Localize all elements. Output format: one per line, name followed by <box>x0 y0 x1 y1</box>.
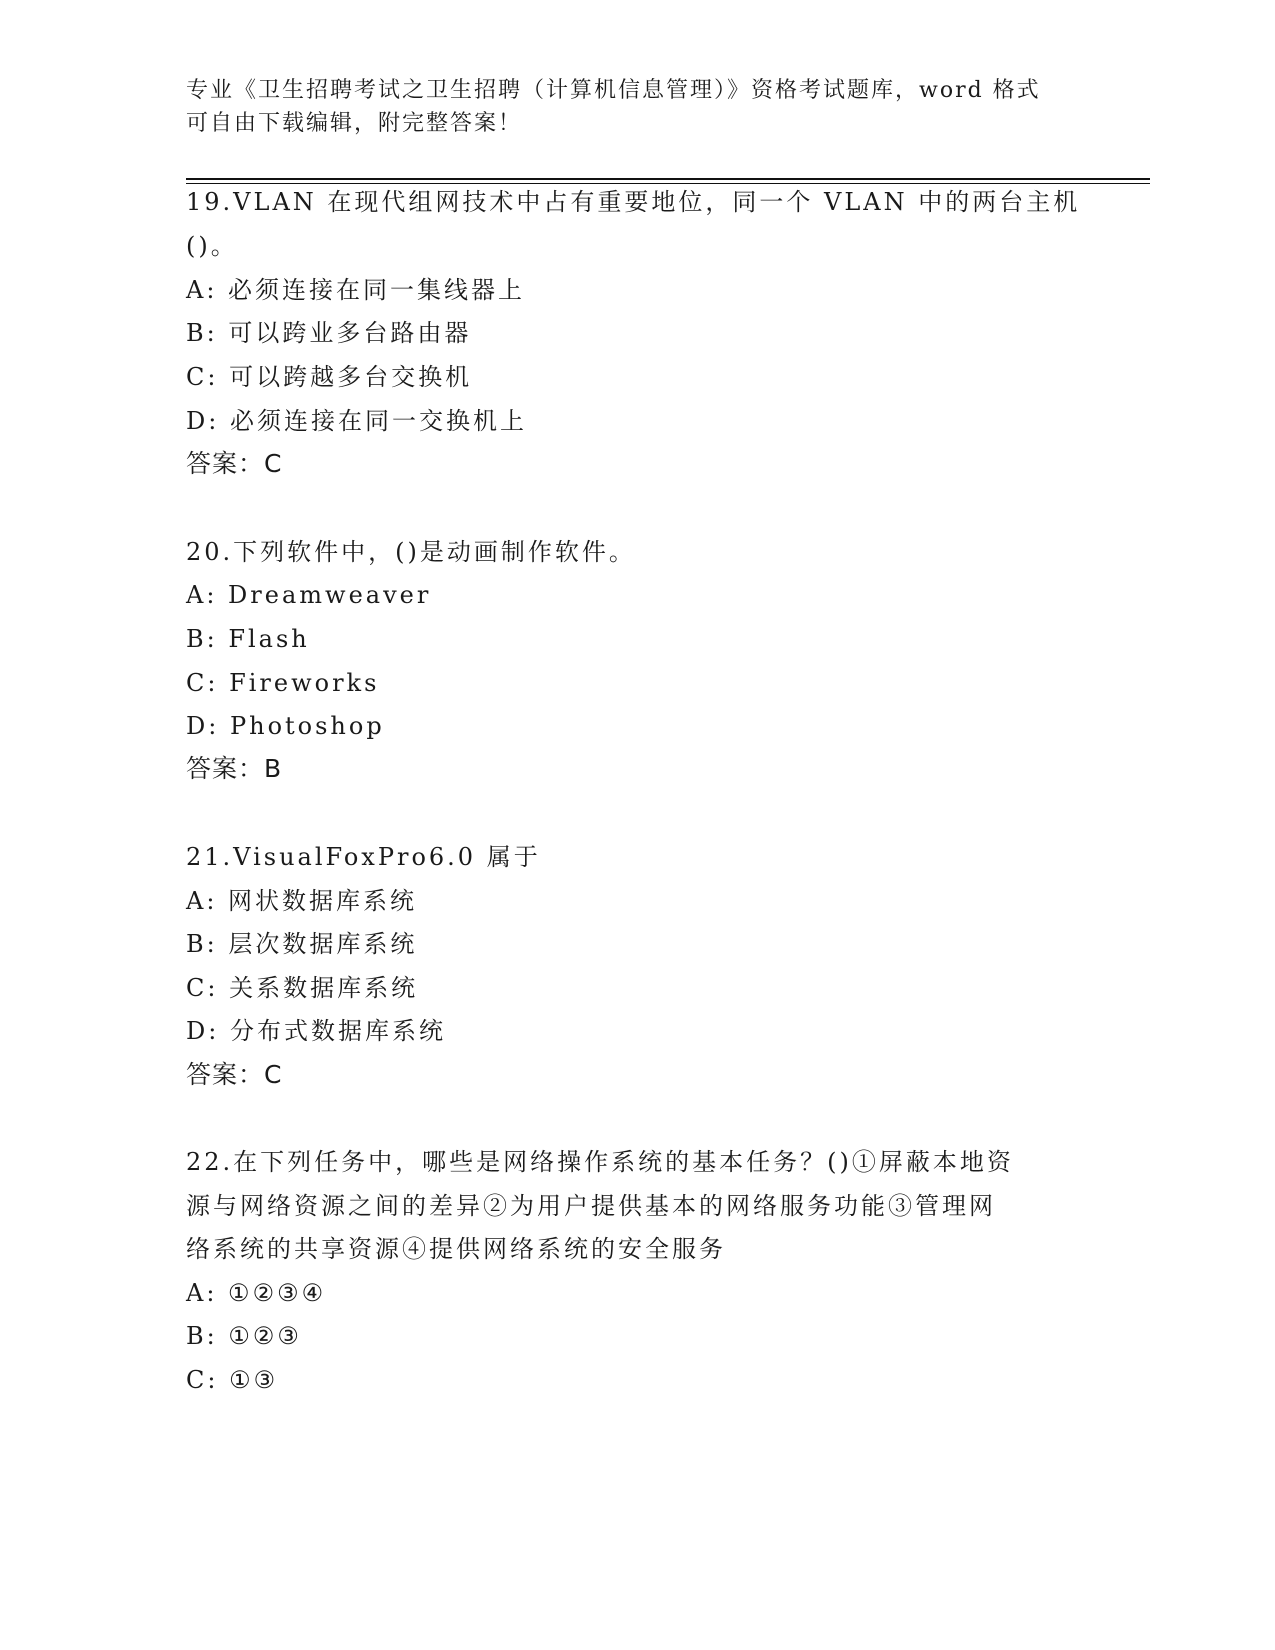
question-20-answer: 答案：B <box>186 754 283 783</box>
question-20-stem-line-1: 20.下列软件中，()是动画制作软件。 <box>186 538 636 566</box>
question-19-option-c: C: 可以跨越多台交换机 <box>186 363 473 391</box>
document-header <box>186 74 1066 140</box>
question-21-stem-line-1: 21.VisualFoxPro6.0 属于 <box>186 843 541 871</box>
question-22-stem-line-3: 络系统的共享资源④提供网络系统的安全服务 <box>186 1235 726 1263</box>
question-22-stem-line-2: 源与网络资源之间的差异②为用户提供基本的网络服务功能③管理网 <box>186 1192 996 1220</box>
question-20-option-c: C: Fireworks <box>186 669 380 697</box>
question-19-option-d: D: 必须连接在同一交换机上 <box>186 407 527 435</box>
question-21-option-c: C: 关系数据库系统 <box>186 974 419 1002</box>
header-line-1: 专业《卫生招聘考试之卫生招聘（计算机信息管理）》资格考试题库，word 格式 <box>186 78 1041 103</box>
question-20-option-d: D: Photoshop <box>186 712 385 740</box>
question-22-option-a: A: ①②③④ <box>186 1279 327 1307</box>
question-22-option-b: B: ①②③ <box>186 1322 302 1350</box>
question-19-answer: 答案：C <box>186 449 283 478</box>
question-21-option-a: A: 网状数据库系统 <box>186 887 418 915</box>
question-20-option-a: A: Dreamweaver <box>186 581 432 609</box>
question-21-option-b: B: 层次数据库系统 <box>186 930 418 958</box>
question-21-answer: 答案：C <box>186 1060 283 1089</box>
header-divider-thick <box>186 178 1150 180</box>
question-19-stem-line-1: 19.VLAN 在现代组网技术中占有重要地位，同一个 VLAN 中的两台主机 <box>186 188 1081 216</box>
question-19-stem-line-2: ()。 <box>186 232 238 260</box>
question-22-option-c: C: ①③ <box>186 1366 279 1394</box>
question-20-option-b: B: Flash <box>186 625 310 653</box>
question-19-option-a: A: 必须连接在同一集线器上 <box>186 276 526 304</box>
question-21-option-d: D: 分布式数据库系统 <box>186 1017 446 1045</box>
header-line-2: 可自由下载编辑，附完整答案！ <box>186 111 523 136</box>
question-19-option-b: B: 可以跨业多台路由器 <box>186 319 472 347</box>
question-22-stem-line-1: 22.在下列任务中，哪些是网络操作系统的基本任务？()①屏蔽本地资 <box>186 1148 1014 1176</box>
header-divider-thin <box>186 183 1150 184</box>
